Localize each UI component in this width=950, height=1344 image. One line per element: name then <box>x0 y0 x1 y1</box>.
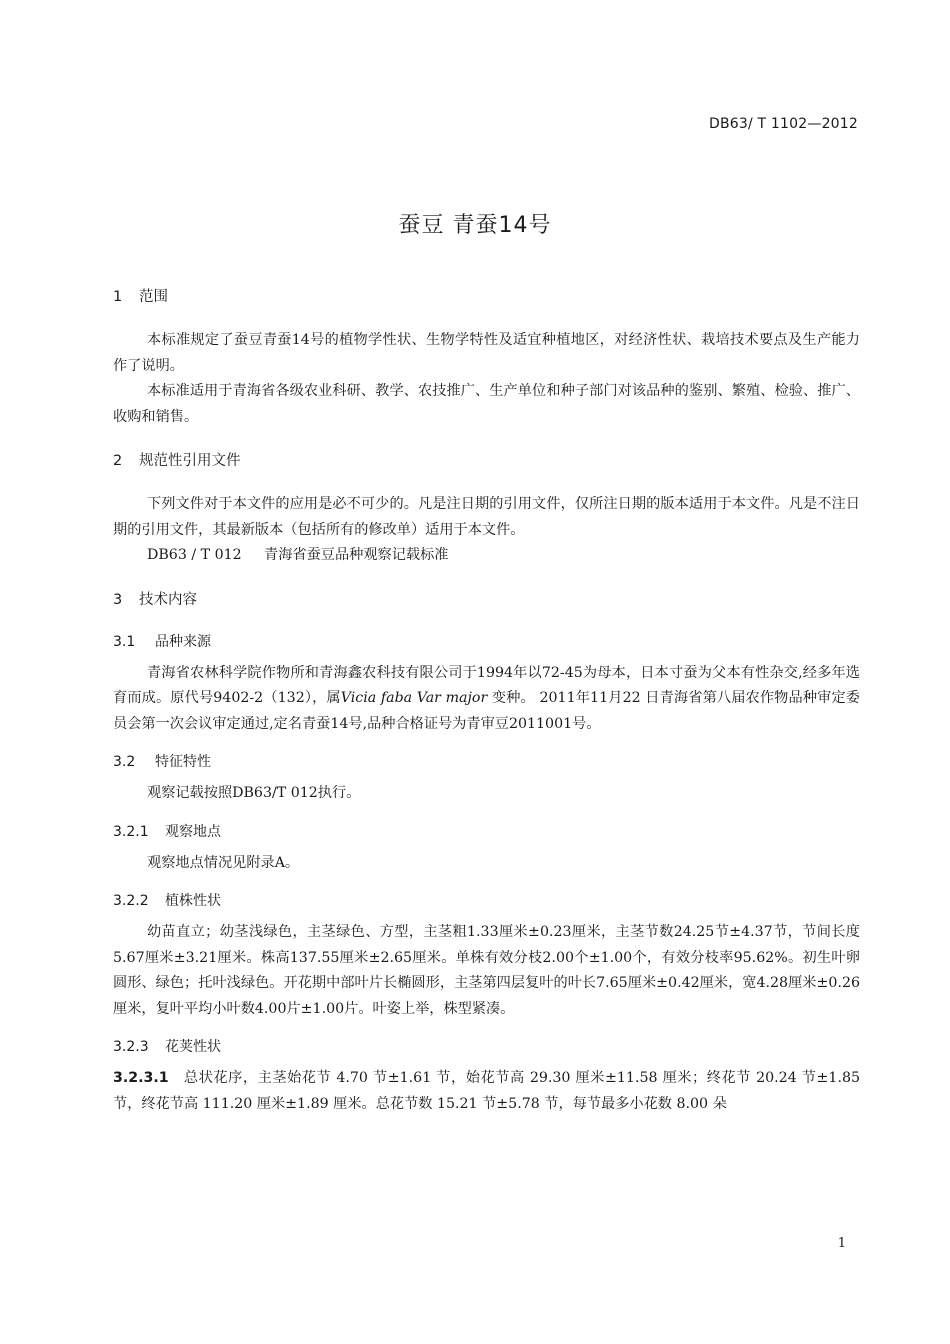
section-title: 观察地点 <box>165 823 221 840</box>
subsection-heading-3-2-3 <box>113 1036 860 1058</box>
page-number: 1 <box>837 1236 846 1251</box>
paragraph: 下列文件对于本文件的应用是必不可少的。凡是注日期的引用文件，仅所注日期的版本适用于本文件。凡是不注日期的引用文件，其最新版本（包括所有的修改单）适用于本文件。 <box>113 496 860 538</box>
section-heading-2 <box>113 450 860 472</box>
reference-title: 青海省蚕豆品种观察记载标准 <box>264 547 449 563</box>
section-title: 范围 <box>139 289 168 305</box>
clause-number: 3.2.3.1 <box>113 1070 169 1086</box>
section-title: 规范性引用文件 <box>139 453 241 469</box>
normative-reference <box>113 543 860 569</box>
section-heading-3 <box>113 589 860 611</box>
section-number: 3.1 <box>113 633 136 650</box>
section-number: 3.2.3 <box>113 1039 149 1055</box>
section-title: 花荚性状 <box>165 1039 221 1055</box>
section-title: 特征特性 <box>155 754 211 770</box>
paragraph-text: 青海省农林科学院作物所和青海鑫农科技有限公司于1994年以72-45为母本，日本寸蚕为父本有性杂交,经多年选育而成。原代号9402-2（132），属 <box>113 664 860 706</box>
standard-code: DB63/ T 1102—2012 <box>708 116 858 132</box>
paragraph: 本标准适用于青海省各级农业科研、教学、农技推广、生产单位和种子部门对该品种的鉴别、繁殖、检验、推广、收购和销售。 <box>113 383 860 425</box>
clause-paragraph <box>113 1066 860 1117</box>
section-number: 3.2.1 <box>113 823 149 840</box>
section-number: 3.2 <box>113 754 136 770</box>
clause-text: 总状花序，主茎始花节 4.70 节±1.61 节，始花节高 29.30 厘米±11.58 厘米；终花节 20.24 节±1.85 节，终花节高 111.20 厘米±1.89 厘米。总花节数 15.21 节±5.78 节，每节最多小花数 8.00 朵 <box>113 1070 861 1112</box>
paragraph-text: 变种。 2011年11月22 日青海省第八届农作物品种审定委员会第一次会议审定通过,定名青蚕14号,品种合格证号为青审豆2011001号。 <box>113 690 860 732</box>
subsection-heading-3-2 <box>113 751 860 773</box>
section-heading-1 <box>113 286 860 308</box>
document-body <box>113 286 860 1117</box>
section-number: 3.2.2 <box>113 893 149 909</box>
paragraph: 观察地点情况见附录A。 <box>147 854 300 871</box>
subsection-heading-3-2-1 <box>113 821 860 843</box>
section-number: 1 <box>113 289 123 305</box>
subsection-heading-3-2-2 <box>113 890 860 912</box>
paragraph <box>113 661 860 738</box>
document-title: 蚕豆 青蚕14号 <box>398 213 552 238</box>
section-number: 3 <box>113 591 123 608</box>
paragraph: 幼苗直立；幼茎浅绿色，主茎绿色、方型，主茎粗1.33厘米±0.23厘米，主茎节数24.25节±4.37节，节间长度5.67厘米±3.21厘米。株高137.55厘米±2.65厘米。单株有效分枝2.00个±1.00个，有效分枝率95.62%。初生叶卵圆形、绿色；托叶浅绿色。开花期中部叶片长椭圆形，主茎第四层复叶的叶长7.65厘米±0.42厘米，宽4.28厘米±0.26厘米，复叶平均小叶数4.00片±1.00片。叶姿上举，株型紧凑。 <box>113 924 860 1017</box>
subsection-heading-3-1 <box>113 631 860 653</box>
section-title: 植株性状 <box>165 893 221 909</box>
section-number: 2 <box>113 453 123 469</box>
section-title: 品种来源 <box>155 633 211 650</box>
section-title: 技术内容 <box>139 591 197 608</box>
paragraph: 本标准规定了蚕豆青蚕14号的植物学性状、生物学特性及适宜种植地区，对经济性状、栽培技术要点及生产能力作了说明。 <box>113 332 860 374</box>
paragraph: 观察记载按照DB63/T 012执行。 <box>147 785 361 801</box>
latin-name: Vicia faba Var major <box>340 690 488 706</box>
reference-code: DB63 / T 012 <box>147 547 242 563</box>
